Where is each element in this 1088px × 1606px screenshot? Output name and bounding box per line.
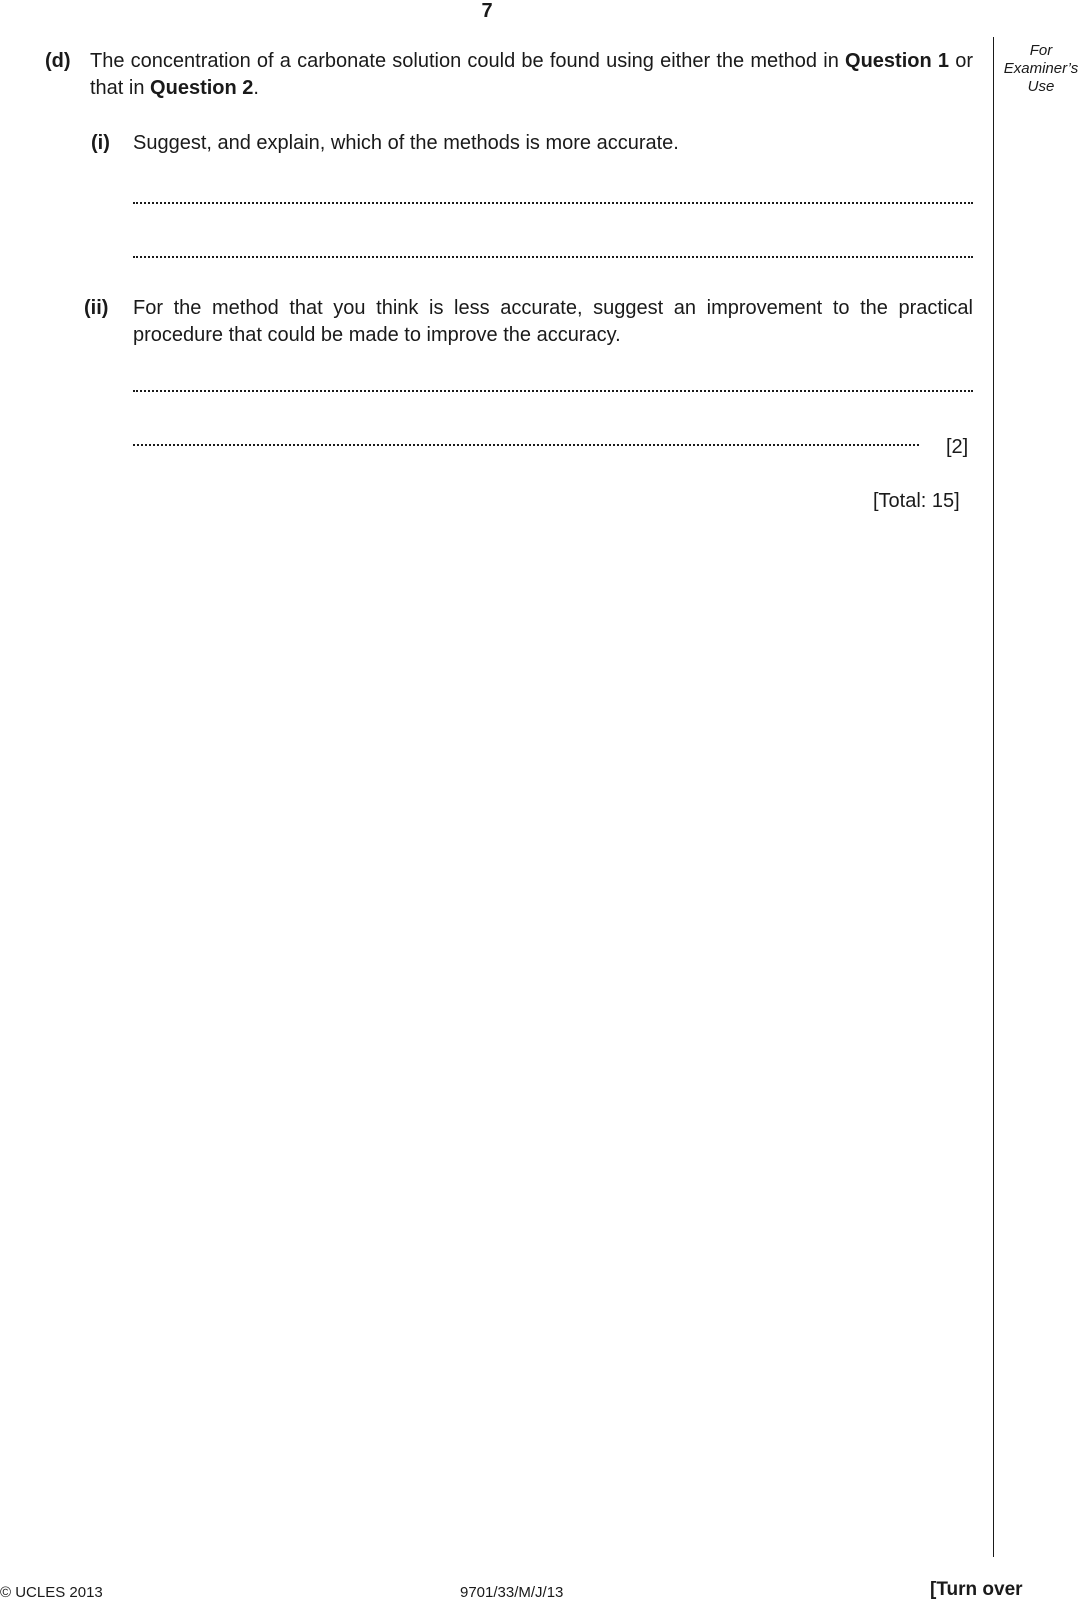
question-d-text-end: . [253, 77, 259, 99]
footer-copyright: © UCLES 2013 [0, 1584, 103, 1601]
question-d-text-middle: or that in [90, 50, 973, 99]
examiner-column-divider [993, 37, 994, 1557]
part-i-answer-line-2[interactable] [133, 252, 973, 258]
part-ii-label: (ii) [84, 297, 109, 319]
examiner-label-line-1: For [1029, 42, 1053, 59]
question-1-reference: Question 1 [845, 50, 950, 72]
examiner-use-label [994, 42, 1088, 96]
turn-over-label: [Turn over [930, 1579, 1023, 1600]
part-ii-prompt: For the method that you think is less accurate, suggest an improvement to the practical procedure that could be made to improve the accuracy. [133, 297, 973, 346]
question-d-label: (d) [45, 50, 71, 72]
question-total: [Total: 15] [873, 490, 960, 512]
page-number: 7 [481, 0, 493, 22]
footer-paper-code: 9701/33/M/J/13 [460, 1584, 564, 1601]
part-ii-answer-line-2[interactable] [133, 440, 919, 446]
part-ii-answer-line-1[interactable] [133, 386, 973, 392]
part-ii-marks: [2] [946, 436, 969, 458]
question-2-reference: Question 2 [150, 77, 254, 99]
part-i-prompt: Suggest, and explain, which of the methods is more accurate. [133, 132, 679, 154]
question-d-text-start: The concentration of a carbonate solution could be found using either the method in [90, 50, 846, 72]
question-d-stem [90, 48, 973, 102]
part-i-label: (i) [91, 132, 110, 154]
examiner-label-line-2: Examiner’s [1003, 60, 1079, 77]
examiner-label-line-3: Use [1027, 78, 1055, 95]
part-i-answer-line-1[interactable] [133, 198, 973, 204]
